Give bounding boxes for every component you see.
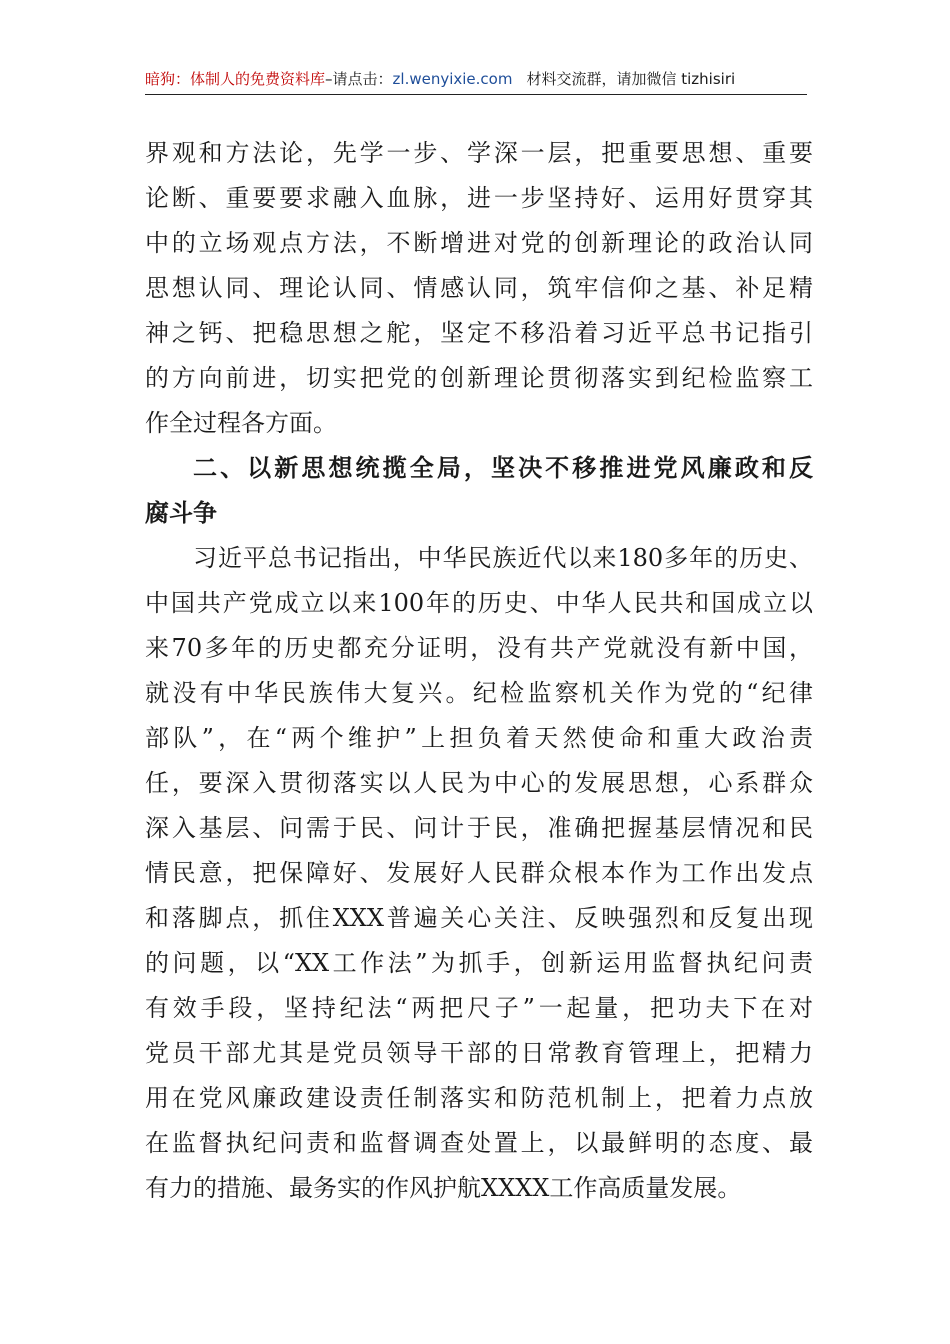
page-header <box>145 64 807 95</box>
text-line: 习近平总书记指出，中华民族近代以来180多年的历史、 <box>193 544 813 572</box>
text-line: 部队”，在“两个维护”上担负着天然使命和重大政治责 <box>145 724 813 752</box>
text-line: 作全过程各方面。 <box>145 409 337 437</box>
text-line: 有力的措施、最务实的作风护航XXXX工作高质量发展。 <box>145 1174 742 1202</box>
text-line: 情民意，把保障好、发展好人民群众根本作为工作出发点 <box>145 859 813 887</box>
text-line: 用在党风廉政建设责任制落实和防范机制上，把着力点放 <box>145 1084 813 1112</box>
text-line: 神之钙、把稳思想之舵，坚定不移沿着习近平总书记指引 <box>145 319 813 347</box>
text-line: 的方向前进，切实把党的创新理论贯彻落实到纪检监察工 <box>145 364 813 392</box>
text-line: 就没有中华民族伟大复兴。纪检监察机关作为党的“纪律 <box>145 679 813 707</box>
header-contact: 材料交流群，请加微信 tizhisiri <box>526 70 736 88</box>
text-line: 的问题，以“XX工作法”为抓手，创新运用监督执纪问责 <box>145 949 813 977</box>
paragraph-continuation <box>145 131 813 446</box>
heading-line: 二、以新思想统揽全局，坚决不移推进党风廉政和反 <box>193 454 813 482</box>
text-line: 任，要深入贯彻落实以人民为中心的发展思想，心系群众 <box>145 769 813 797</box>
heading-line: 腐斗争 <box>145 499 217 527</box>
document-body <box>145 131 813 1211</box>
text-line: 中国共产党成立以来100年的历史、中华人民共和国成立以 <box>145 589 813 617</box>
text-line: 深入基层、问需于民、问计于民，准确把握基层情况和民 <box>145 814 813 842</box>
text-line: 界观和方法论，先学一步、学深一层，把重要思想、重要 <box>145 139 813 167</box>
paragraph-body <box>145 536 813 1211</box>
text-line: 和落脚点，抓住XXX普遍关心关注、反映强烈和反复出现 <box>145 904 813 932</box>
text-line: 有效手段，坚持纪法“两把尺子”一起量，把功夫下在对 <box>145 994 813 1022</box>
text-line: 中的立场观点方法，不断增进对党的创新理论的政治认同 <box>145 229 813 257</box>
text-line: 党员干部尤其是党员领导干部的日常教育管理上，把精力 <box>145 1039 813 1067</box>
header-prompt: –请点击： <box>325 70 393 88</box>
header-url-link[interactable]: zl.wenyixie.com <box>392 70 513 88</box>
text-line: 在监督执纪问责和监督调查处置上，以最鲜明的态度、最 <box>145 1129 813 1157</box>
section-heading <box>145 446 813 536</box>
text-line: 来70多年的历史都充分证明，没有共产党就没有新中国， <box>145 634 813 662</box>
text-line: 思想认同、理论认同、情感认同，筑牢信仰之基、补足精 <box>145 274 813 302</box>
header-brand: 暗狗：体制人的免费资料库 <box>145 70 326 88</box>
text-line: 论断、重要要求融入血脉，进一步坚持好、运用好贯穿其 <box>145 184 813 212</box>
